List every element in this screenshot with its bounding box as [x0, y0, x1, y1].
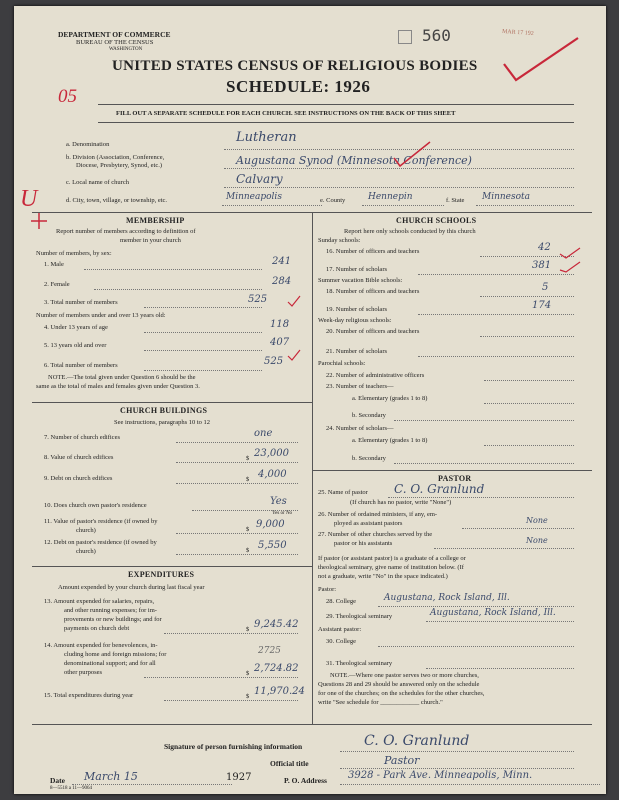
running-expenses-label-1: 13. Amount expended for salaries, repairs,	[44, 598, 155, 605]
pastor-note-1: NOTE.—Where one pastor serves two or more churches,	[330, 672, 479, 679]
total-expenditures-value: 11,970.24	[254, 686, 305, 697]
sunday-scholars-value: 381	[532, 260, 552, 271]
address-value: 3928 - Park Ave. Minneapolis, Minn.	[348, 770, 533, 781]
benevolences-label-4: other purposes	[64, 669, 103, 676]
running-expenses-label-4: payments on church debt	[64, 625, 130, 632]
female-label: 2. Female	[44, 281, 70, 288]
schools-intro: Report here only schools conducted by this church	[344, 228, 476, 235]
division-value: Augustana Synod (Minnesota Conference)	[236, 154, 472, 167]
address-label: P. O. Address	[284, 776, 327, 785]
red-code-mark: 05	[58, 86, 77, 107]
weekday-schools-label: Week-day religious schools:	[318, 317, 392, 324]
benevolences-label-2: cluding home and foreign missions; for	[64, 651, 167, 658]
pastor-note-2: Questions 28 and 29 should be answered only on the schedule	[318, 681, 480, 688]
bureau-label: BUREAU OF THE CENSUS	[76, 39, 154, 46]
other-churches-label-1: 27. Number of other churches served by the	[318, 531, 433, 538]
residence-value-label-1: 11. Value of pastor's residence (if owned by	[44, 518, 158, 525]
local-name-value: Calvary	[236, 172, 283, 186]
division-label-1: b. Division (Association, Conference,	[66, 154, 165, 161]
stamp-box-icon	[398, 30, 412, 44]
membership-heading: MEMBERSHIP	[126, 216, 185, 225]
assistant-seminary-label: 31. Theological seminary	[326, 660, 393, 667]
edifices-value-value: 23,000	[254, 448, 289, 459]
residence-value-label-2: church)	[76, 527, 96, 534]
vacation-scholars-value: 174	[532, 300, 552, 311]
other-churches-label-2: pastor or his assistants	[334, 540, 393, 547]
pastor-note-4: write "See schedule for ____________ church."	[318, 699, 443, 706]
county-value: Hennepin	[368, 192, 413, 202]
date-year: 1927	[226, 772, 252, 783]
parochial-scholars-sec-label: b. Secondary	[352, 455, 386, 462]
edifices-count-label: 7. Number of church edifices	[44, 434, 120, 441]
female-value: 284	[272, 276, 292, 287]
state-label: f. State	[446, 197, 465, 204]
pastor-name-label: 25. Name of pastor	[318, 489, 368, 496]
vacation-officers-value: 5	[542, 282, 549, 293]
over-13-label: 5. 13 years old and over	[44, 342, 107, 349]
owns-residence-value: Yes	[270, 496, 287, 507]
benevolences-value: 2,724.82	[254, 663, 299, 674]
membership-intro-2: member in your church	[120, 237, 181, 244]
tick-marks-icon	[286, 294, 306, 374]
expenditures-heading: EXPENDITURES	[128, 570, 195, 579]
county-label: e. County	[320, 197, 346, 204]
dollar-sign: $	[246, 670, 250, 677]
census-schedule-sheet	[14, 6, 606, 794]
assistant-subheading: Assistant pastor:	[318, 626, 362, 633]
total-members-value: 525	[248, 294, 268, 305]
received-stamp: MAR 17 192	[501, 28, 534, 38]
date-label: Date	[50, 776, 65, 785]
male-label: 1. Male	[44, 261, 64, 268]
pastor-college-label: 28. College	[326, 598, 356, 605]
pastor-name-value: C. O. Granlund	[394, 482, 485, 496]
expenditures-intro: Amount expended by your church during last fiscal year	[58, 584, 205, 591]
residence-debt-value: 5,550	[258, 540, 287, 551]
parochial-teachers-elem-label: a. Elementary (grades 1 to 8)	[352, 395, 428, 402]
benevolences-label-1: 14. Amount expended for benevolences, in-	[44, 642, 158, 649]
red-margin-mark: U	[20, 186, 38, 212]
under-13-label: 4. Under 13 years of age	[44, 324, 108, 331]
residence-debt-label-1: 12. Debt on pastor's residence (if owned by	[44, 539, 157, 546]
dollar-sign: $	[246, 693, 250, 700]
pastor-subheading: Pastor:	[318, 586, 337, 593]
pastor-seminary-value: Augustana, Rock Island, Ill.	[430, 608, 556, 618]
pastor-college-value: Augustana, Rock Island, Ill.	[384, 593, 510, 603]
check-mark-icon	[392, 140, 432, 170]
parochial-scholars-elem-label: a. Elementary (grades 1 to 8)	[352, 437, 428, 444]
edifices-debt-label: 9. Debt on church edifices	[44, 475, 113, 482]
date-value: March 15	[84, 770, 138, 783]
running-expenses-value: 9,245.42	[254, 619, 299, 630]
parochial-schools-label: Parochial schools:	[318, 360, 366, 367]
other-churches-value: None	[526, 536, 548, 545]
local-name-label: c. Local name of church	[66, 179, 129, 186]
sunday-schools-label: Sunday schools:	[318, 237, 361, 244]
pastor-heading: PASTOR	[438, 474, 472, 483]
residence-value-value: 9,000	[256, 519, 285, 530]
total-members-6-value: 525	[264, 356, 284, 367]
check-mark-icon	[502, 34, 582, 84]
residence-debt-label-2: church)	[76, 548, 96, 555]
parochial-scholars-label: 24. Number of scholars—	[326, 425, 394, 432]
dollar-sign: $	[246, 455, 250, 462]
official-title-label: Official title	[270, 759, 309, 768]
signature-label: Signature of person furnishing information	[164, 742, 303, 751]
form-codes: 8—5518 a 11—9064	[50, 786, 93, 791]
membership-intro-1: Report number of members according to definition of	[56, 228, 196, 235]
dollar-sign: $	[246, 547, 250, 554]
schools-heading: CHURCH SCHOOLS	[396, 216, 477, 225]
total-expenditures-label: 15. Total expenditures during year	[44, 692, 134, 699]
benevolences-original-value: 2725	[258, 646, 281, 656]
sunday-officers-label: 16. Number of officers and teachers	[326, 248, 420, 255]
parochial-teachers-sec-label: b. Secondary	[352, 412, 386, 419]
pastor-name-hint: (If church has no pastor, write "None")	[350, 499, 452, 506]
weekday-officers-label: 20. Number of officers and teachers	[326, 328, 420, 335]
schedule-title: SCHEDULE: 1926	[226, 77, 371, 96]
parochial-officers-label: 22. Number of administrative officers	[326, 372, 425, 379]
graduate-note-3: not a graduate, write "No" in the space indicated.)	[318, 573, 448, 580]
denomination-value: Lutheran	[236, 130, 297, 145]
weekday-scholars-label: 21. Number of scholars	[326, 348, 388, 355]
pastor-seminary-label: 29. Theological seminary	[326, 613, 393, 620]
edifices-count-value: one	[254, 428, 273, 439]
owns-residence-label: 10. Does church own pastor's residence	[44, 502, 147, 509]
parochial-teachers-label: 23. Number of teachers—	[326, 383, 394, 390]
assistant-count-label-1: 26. Number of ordained ministers, if any, em-	[318, 511, 438, 518]
total-members-label: 3. Total number of members	[44, 299, 118, 306]
yes-no-hint: Yes or No	[272, 511, 293, 516]
assistant-college-label: 30. College	[326, 638, 356, 645]
city-label: WASHINGTON	[109, 47, 143, 52]
by-sex-label: Number of members, by sex:	[36, 250, 112, 257]
sunday-scholars-label: 17. Number of scholars	[326, 266, 388, 273]
cross-mark-icon	[28, 210, 50, 232]
graduate-note-2: theological seminary, give name of institution below. (If	[318, 564, 464, 571]
dollar-sign: $	[246, 526, 250, 533]
serial-number: 560	[422, 26, 451, 45]
membership-note-2: same as the total of males and females given under Question 3.	[36, 383, 200, 390]
department-label: DEPARTMENT OF COMMERCE	[58, 30, 171, 39]
pastor-note-3: for one of the churches; on the schedules for the other churches,	[318, 690, 485, 697]
division-label-2: Diocese, Presbytery, Synod, etc.)	[76, 162, 163, 169]
signature-value: C. O. Granlund	[364, 733, 470, 749]
assistant-count-label-2: ployed as assistant pastors	[334, 520, 403, 527]
under-13-value: 118	[270, 319, 290, 330]
dollar-sign: $	[246, 626, 250, 633]
male-value: 241	[272, 256, 292, 267]
denomination-label: a. Denomination	[66, 141, 110, 148]
state-value: Minnesota	[482, 192, 531, 202]
vacation-officers-label: 18. Number of officers and teachers	[326, 288, 420, 295]
benevolences-label-3: denominational support; and for all	[64, 660, 156, 667]
edifices-debt-value: 4,000	[258, 469, 287, 480]
assistant-count-value: None	[526, 516, 548, 525]
form-title: UNITED STATES CENSUS OF RELIGIOUS BODIES	[112, 58, 478, 74]
city-value: Minneapolis	[226, 192, 282, 202]
vacation-scholars-label: 19. Number of scholars	[326, 306, 388, 313]
total-members-6-label: 6. Total number of members	[44, 362, 118, 369]
tick-marks-icon	[558, 244, 588, 274]
buildings-heading: CHURCH BUILDINGS	[120, 406, 208, 415]
sunday-officers-value: 42	[538, 242, 551, 253]
dollar-sign: $	[246, 476, 250, 483]
age-intro-label: Number of members under and over 13 years old:	[36, 312, 166, 319]
graduate-note-1: If pastor (or assistant pastor) is a graduate of a college or	[318, 555, 466, 562]
instruction-line: FILL OUT A SEPARATE SCHEDULE FOR EACH CHURCH. SEE INSTRUCTIONS ON THE BACK OF THIS SHEET	[116, 110, 456, 117]
buildings-intro: See instructions, paragraphs 10 to 12	[114, 419, 211, 426]
edifices-value-label: 8. Value of church edifices	[44, 454, 114, 461]
city-label: d. City, town, village, or township, etc.	[66, 197, 168, 204]
official-title-value: Pastor	[384, 754, 420, 767]
over-13-value: 407	[270, 337, 290, 348]
running-expenses-label-3: provements or new buildings; and for	[64, 616, 162, 623]
running-expenses-label-2: and other running expenses; for im-	[64, 607, 157, 614]
membership-note-1: NOTE.—The total given under Question 6 should be the	[48, 374, 196, 381]
vacation-schools-label: Summer vacation Bible schools:	[318, 277, 403, 284]
